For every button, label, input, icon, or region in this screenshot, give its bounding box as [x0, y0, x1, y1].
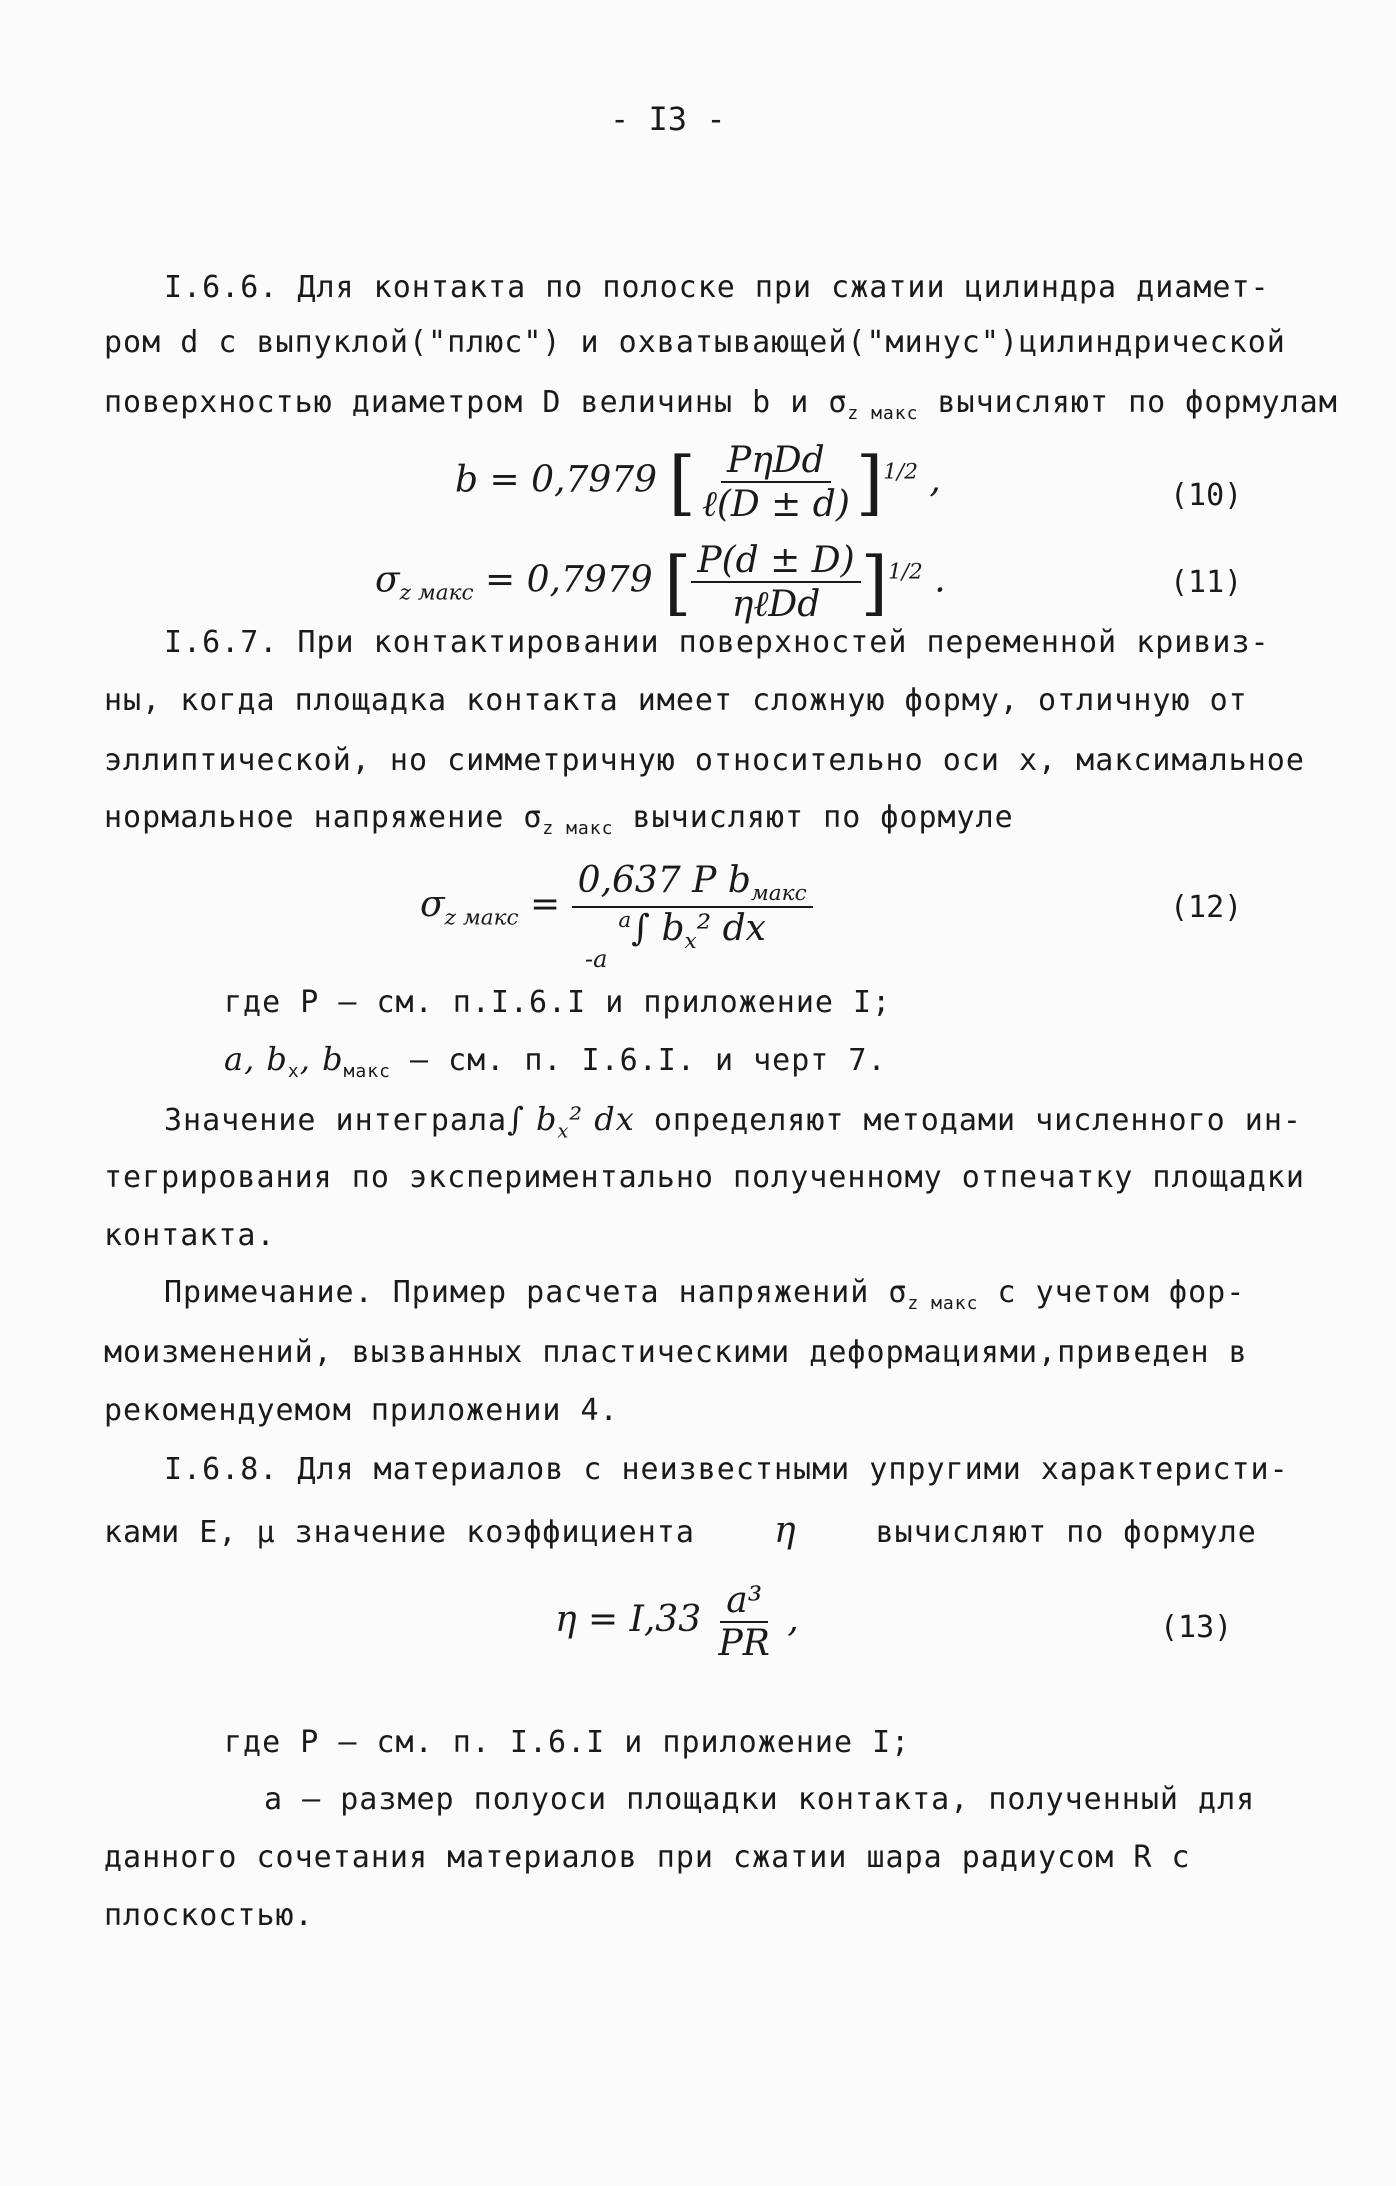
equation-number-13: (13)	[1160, 1610, 1233, 1645]
p166-line2: ром d с выпуклой("плюс") и охватывающей("минус")цилиндрической	[104, 325, 1286, 360]
p168-line1: I.6.8. Для материалов с неизвестными упругими характеристи-	[164, 1452, 1289, 1487]
note-line2: моизменений, вызванных пластическими деформациями,приведен в	[104, 1335, 1248, 1370]
integral-line3: контакта.	[104, 1218, 276, 1253]
where-p-line: где P – см. п.I.6.I и приложение I;	[224, 985, 892, 1020]
p166-line1: I.6.6. Для контакта по полоске при сжатии цилиндра диамет-	[164, 270, 1270, 305]
integral-line1: Значение интеграла∫ $b_x^2$ dx определяют методами численного ин-	[164, 1100, 1302, 1143]
formula-12: $\sigma_{z макс}$ = $\frac{0,637 P b_{макс}}{^a\int b_x^2 dx}$	[420, 860, 813, 954]
where2-line4: плоскостью.	[104, 1898, 314, 1933]
p167-line2: ны, когда площадка контакта имеет сложную форму, отличную от	[104, 683, 1248, 718]
p167-line4: нормальное напряжение $\sigma_{z макс}$ вычисляют по формуле	[104, 800, 1014, 839]
formula-13: η = I,33 $\frac{\text{a³}}{PR}$ ,	[555, 1580, 799, 1664]
where2-line1: где P – см. п. I.6.I и приложение I;	[224, 1725, 911, 1760]
integral-line2: тегрирования по экспериментально полученному отпечатку площадки	[104, 1160, 1305, 1195]
formula-12-lower-limit: -a	[585, 945, 608, 973]
page-number: - I3 -	[610, 100, 726, 138]
where2-line2: a – размер полуоси площадки контакта, полученный для	[264, 1782, 1256, 1817]
p167-line1: I.6.7. При контактировании поверхностей переменной кривиз-	[164, 625, 1270, 660]
equation-number-11: (11)	[1170, 565, 1243, 600]
equation-number-10: (10)	[1170, 478, 1243, 513]
equation-number-12: (12)	[1170, 890, 1243, 925]
where-a-line: a, $b_x$, $b_{макс}$ – см. п. I.6.I. и черт 7.	[224, 1040, 887, 1082]
formula-11: $\sigma_{z макс} = 0,7979$ [ $\frac{P(d \pm D)}{\text{ηℓDd}}$ ]$^{1/2}$ .	[375, 540, 946, 625]
formula-10: b = 0,7979 [ $\frac{\text{PηDd}}{\text{ℓ(D ± d)}}$ ]$^{1/2}$ ,	[455, 440, 941, 525]
note-line1: Примечание. Пример расчета напряжений $\sigma_{z макс}$ с учетом фор-	[164, 1275, 1246, 1314]
p167-line3: эллиптической, но симметричную относительно оси x, максимальное	[104, 743, 1305, 778]
where2-line3: данного сочетания материалов при сжатии шара радиусом R с	[104, 1840, 1191, 1875]
note-line3: рекомендуемом приложении 4.	[104, 1393, 619, 1428]
p168-line2: ками E, μ значение коэффициента η вычисляют по формуле	[104, 1510, 1257, 1551]
p166-line3: поверхностью диаметром D величины b и $\sigma_{z макс}$ вычисляют по формулам	[104, 385, 1338, 424]
